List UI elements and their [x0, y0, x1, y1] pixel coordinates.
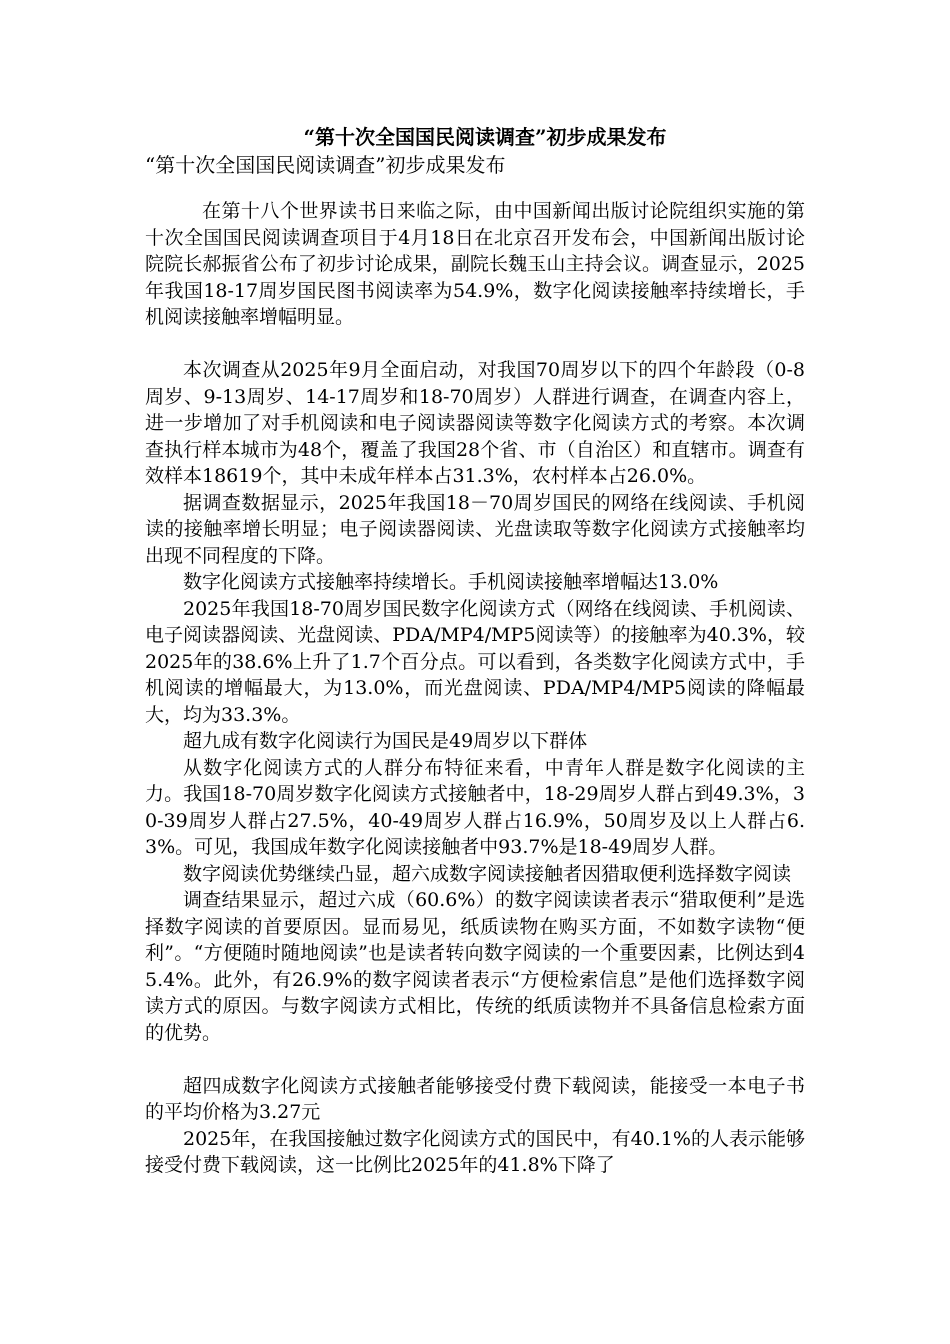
paragraph: 2025年，在我国接触过数字化阅读方式的国民中，有40.1%的人表示能够接受付费下载阅读，这一比例比2025年的41.8%下降了 [145, 1127, 805, 1176]
section-heading: 超九成有数字化阅读行为国民是49周岁以下群体 [183, 730, 588, 752]
document-title: “第十次全国国民阅读调查”初步成果发布 [303, 125, 667, 149]
document-body [145, 198, 805, 1179]
section-heading: 数字阅读优势继续凸显，超六成数字阅读接触者因猎取便利选择数字阅读 [183, 862, 792, 885]
paragraph: 从数字化阅读方式的人群分布特征来看，中青年人群是数字化阅读的主力。我国18-70周岁数字化阅读方式接触者中，18-29周岁人群占到49.3%，30-39周岁人群占27.5%，40-49周岁人群占16.9%，50周岁及以上人群占6.3%。可见，我国成年数字化阅读接触者中93.7%是18-49周岁人群。 [145, 756, 805, 858]
paragraph-intro: 在第十八个世界读书日来临之际，由中国新闻出版讨论院组织实施的第十次全国国民阅读调查项目于4月18日在北京召开发布会，中国新闻出版讨论院院长郝振省公布了初步讨论成果，副院长魏玉山主持会议。调查显示，2025年我国18-17周岁国民图书阅读率为54.9%，数字化阅读接触率持续增长，手机阅读接触率增幅明显。 [145, 200, 805, 328]
paragraph: 调查结果显示，超过六成（60.6%）的数字阅读读者表示“猎取便利”是选择数字阅读的首要原因。显而易见，纸质读物在购买方面，不如数字读物“便利”。“方便随时随地阅读”也是读者转向数字阅读的一个重要因素，比例达到45.4%。此外，有26.9%的数字阅读者表示“方便检索信息”是他们选择数字阅读方式的原因。与数字阅读方式相比，传统的纸质读物并不具备信息检索方面的优势。 [145, 889, 805, 1044]
paragraph-spacer [145, 1046, 805, 1073]
section-heading: 超四成数字化阅读方式接触者能够接受付费下载阅读，能接受一本电子书的平均价格为3.27元 [145, 1074, 805, 1123]
paragraph: 本次调查从2025年9月全面启动，对我国70周岁以下的四个年龄段（0-8周岁、9-13周岁、14-17周岁和18-70周岁）人群进行调查，在调查内容上，进一步增加了对手机阅读和电子阅读器阅读等数字化阅读方式的考察。本次调查执行样本城市为48个，覆盖了我国28个省、市（自治区）和直辖市。调查有效样本18619个，其中未成年样本占31.3%，农村样本占26.0%。 [145, 359, 805, 487]
section-heading: 数字化阅读方式接触率持续增长。手机阅读接触率增幅达13.0% [183, 571, 719, 593]
paragraph: 据调查数据显示，2025年我国18－70周岁国民的网络在线阅读、手机阅读的接触率增长明显；电子阅读器阅读、光盘读取等数字化阅读方式接触率均出现不同程度的下降。 [145, 491, 805, 567]
paragraph: 2025年我国18-70周岁国民数字化阅读方式（网络在线阅读、手机阅读、电子阅读器阅读、光盘阅读、PDA/MP4/MP5阅读等）的接触率为40.3%，较2025年的38.6%上升了1.7个百分点。可以看到，各类数字化阅读方式中，手机阅读的增幅最大，为13.0%，而光盘阅读、PDA/MP4/MP5阅读的降幅最大，均为33.3%。 [145, 597, 805, 726]
paragraph-spacer [145, 331, 805, 358]
document-subtitle: “第十次全国国民阅读调查”初步成果发布 [145, 153, 506, 177]
